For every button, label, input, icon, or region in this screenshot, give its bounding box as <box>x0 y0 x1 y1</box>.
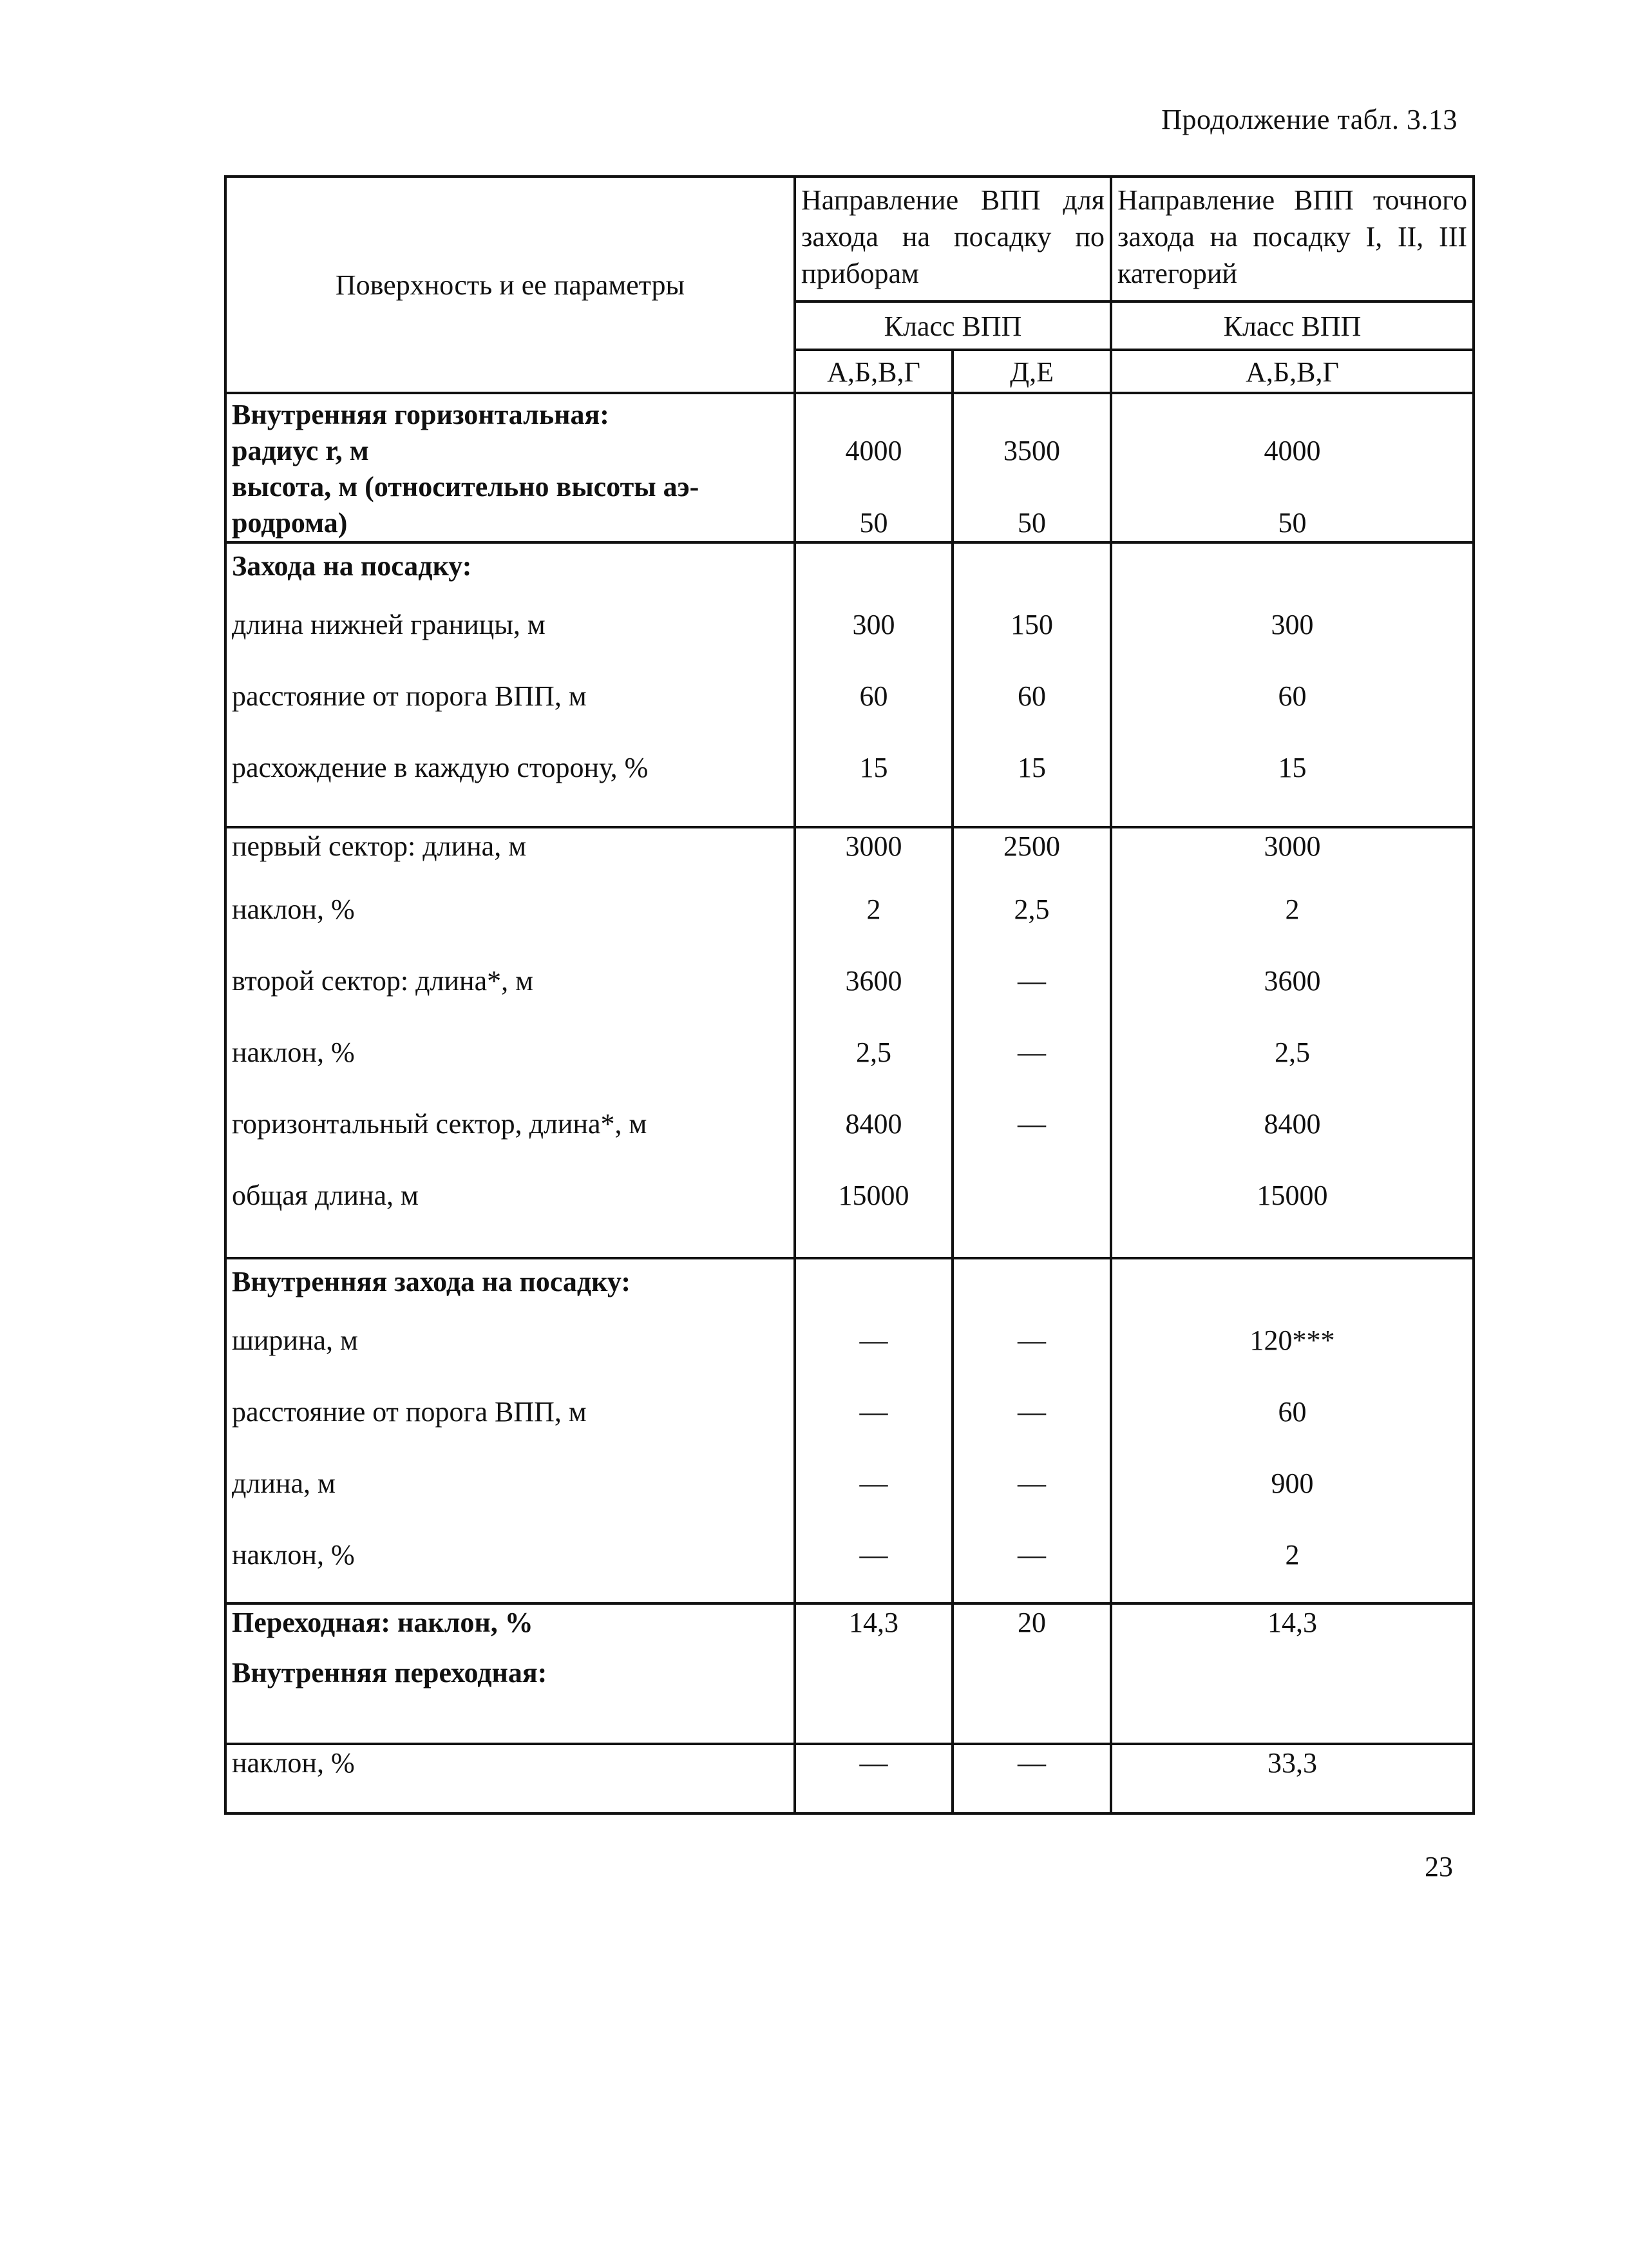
transitional-labels <box>225 1603 795 1744</box>
inner-approach-labels <box>225 1258 795 1603</box>
approach-labels <box>225 542 795 827</box>
approach-col-abvg <box>795 542 953 827</box>
height-value: 50 <box>859 507 888 539</box>
inner-approach-row-label: расстояние от порога ВПП, м <box>232 1396 587 1428</box>
inner-approach-title: Внутренняя захода на посадку: <box>232 1266 631 1298</box>
approach-col-precision <box>1111 542 1474 827</box>
sector-value: 2,5 <box>856 1037 891 1069</box>
sector-row-label: наклон, % <box>232 894 355 926</box>
inner-approach-value: — <box>1018 1539 1046 1571</box>
sector-value: 3000 <box>1264 830 1321 863</box>
inner-transitional-value: — <box>1018 1747 1046 1779</box>
approach-row-label: расстояние от порога ВПП, м <box>232 680 587 713</box>
sector-value: — <box>1018 1037 1046 1069</box>
inner-approach-value: — <box>1018 1325 1046 1357</box>
transitional-col-precision <box>1111 1603 1474 1744</box>
transitional-title: Переходная: наклон, % <box>232 1607 533 1639</box>
inner-transitional-labels <box>225 1744 795 1813</box>
page-number: 23 <box>1425 1851 1453 1882</box>
transitional-col-abvg <box>795 1603 953 1744</box>
inner-approach-value: — <box>1018 1396 1046 1428</box>
inner-approach-value: 60 <box>1278 1396 1307 1428</box>
transitional-value: 14,3 <box>849 1607 898 1639</box>
inner-transitional-title: Внутренняя переходная: <box>232 1657 547 1689</box>
sector-value: 15000 <box>1257 1180 1328 1212</box>
inner-horizontal-title: Внутренняя горизонтальная: <box>232 399 609 431</box>
section-inner-approach <box>225 1258 1474 1603</box>
approach-row-label: расхождение в каждую сторону, % <box>232 752 649 784</box>
inner-approach-value: 120*** <box>1249 1325 1335 1357</box>
approach-value: 60 <box>859 680 888 713</box>
header-parameter-text: Поверхность и ее параметры <box>335 269 685 301</box>
height-label-2: родрома) <box>232 507 348 539</box>
transitional-value: 20 <box>1018 1607 1046 1639</box>
inner-approach-col-abvg <box>795 1258 953 1603</box>
sector-col-abvg <box>795 827 953 1258</box>
sector-row-label: первый сектор: длина, м <box>232 830 527 863</box>
radius-value: 3500 <box>1003 435 1060 467</box>
inner-transitional-value: — <box>859 1747 888 1779</box>
sector-col-precision <box>1111 827 1474 1258</box>
sector-row-label: общая длина, м <box>232 1180 419 1212</box>
sector-row-label: наклон, % <box>232 1037 355 1069</box>
sector-value: 3600 <box>1264 965 1321 997</box>
sector-value: 8400 <box>845 1108 902 1140</box>
section-transitional <box>225 1603 1474 1744</box>
sector-value: 3600 <box>845 965 902 997</box>
inner-approach-value: — <box>859 1325 888 1357</box>
sector-value: 3000 <box>845 830 902 863</box>
radius-value: 4000 <box>845 435 902 467</box>
sector-value: 2 <box>1285 894 1300 926</box>
approach-title: Захода на посадку: <box>232 550 472 582</box>
header-parameter <box>225 177 795 393</box>
inner-transitional-label: наклон, % <box>232 1747 355 1779</box>
inner-approach-row-label: наклон, % <box>232 1539 355 1571</box>
inner-transitional-col-abvg <box>795 1744 953 1813</box>
transitional-col-de <box>953 1603 1111 1744</box>
height-value: 50 <box>1018 507 1046 539</box>
section-inner-horizontal <box>225 393 1474 542</box>
class-label-precision: Класс ВПП <box>1111 301 1474 350</box>
inner-approach-col-precision <box>1111 1258 1474 1603</box>
section-sectors <box>225 827 1474 1258</box>
height-label-1: высота, м (относительно высоты аэ- <box>232 471 699 503</box>
sector-value: 15000 <box>838 1180 909 1212</box>
sector-value: 2 <box>866 894 881 926</box>
inner-transitional-col-de <box>953 1744 1111 1813</box>
approach-row-label: длина нижней границы, м <box>232 609 546 641</box>
inner-approach-value: — <box>859 1396 888 1428</box>
radius-value: 4000 <box>1264 435 1321 467</box>
inner-transitional-col-precision <box>1111 1744 1474 1813</box>
inner-approach-value: 900 <box>1271 1468 1314 1500</box>
class-label-instrument: Класс ВПП <box>795 301 1111 350</box>
inner-transitional-value: 33,3 <box>1267 1747 1318 1779</box>
sector-value: 2,5 <box>1014 894 1050 926</box>
header-instrument: Направление ВПП для захода на посадку по приборам <box>795 177 1111 301</box>
inner-horizontal-col-de <box>953 393 1111 542</box>
obstacle-surfaces-table <box>224 175 1475 1815</box>
inner-horizontal-col-precision <box>1111 393 1474 542</box>
approach-value: 60 <box>1278 680 1307 713</box>
approach-value: 15 <box>1278 752 1307 784</box>
header-row <box>225 177 1474 301</box>
approach-value: 60 <box>1018 680 1046 713</box>
sector-labels <box>225 827 795 1258</box>
approach-col-de <box>953 542 1111 827</box>
sector-value: 8400 <box>1264 1108 1321 1140</box>
subclass-abvg: А,Б,В,Г <box>795 350 953 393</box>
header-precision: Направление ВПП точного захода на посадку I, II, III категорий <box>1111 177 1474 301</box>
sector-row-label: второй сектор: длина*, м <box>232 965 533 997</box>
approach-value: 300 <box>852 609 895 641</box>
approach-value: 300 <box>1271 609 1314 641</box>
sector-value: 2500 <box>1003 830 1060 863</box>
inner-approach-value: — <box>1018 1468 1046 1500</box>
sector-value <box>954 1160 1110 1231</box>
inner-approach-value: 2 <box>1285 1539 1300 1571</box>
approach-value: 150 <box>1011 609 1053 641</box>
radius-label: радиус r, м <box>232 435 369 467</box>
inner-approach-col-de <box>953 1258 1111 1603</box>
continuation-note: Продолжение табл. 3.13 <box>1161 104 1457 135</box>
sector-col-de <box>953 827 1111 1258</box>
transitional-value: 14,3 <box>1267 1607 1318 1639</box>
subclass-abvg-precision: А,Б,В,Г <box>1111 350 1474 393</box>
inner-approach-value: — <box>859 1468 888 1500</box>
approach-value: 15 <box>1018 752 1046 784</box>
sector-value: — <box>1018 1108 1046 1140</box>
inner-approach-row-label: длина, м <box>232 1468 336 1500</box>
inner-approach-row-label: ширина, м <box>232 1325 358 1357</box>
sector-value: 2,5 <box>1275 1037 1311 1069</box>
sector-value: — <box>1018 965 1046 997</box>
section-inner-transitional <box>225 1744 1474 1813</box>
subclass-de: Д,Е <box>953 350 1111 393</box>
height-value: 50 <box>1278 507 1307 539</box>
section-approach <box>225 542 1474 827</box>
inner-approach-value: — <box>859 1539 888 1571</box>
inner-horizontal-labels <box>225 393 795 542</box>
inner-horizontal-col-abvg <box>795 393 953 542</box>
approach-value: 15 <box>859 752 888 784</box>
sector-row-label: горизонтальный сектор, длина*, м <box>232 1108 647 1140</box>
